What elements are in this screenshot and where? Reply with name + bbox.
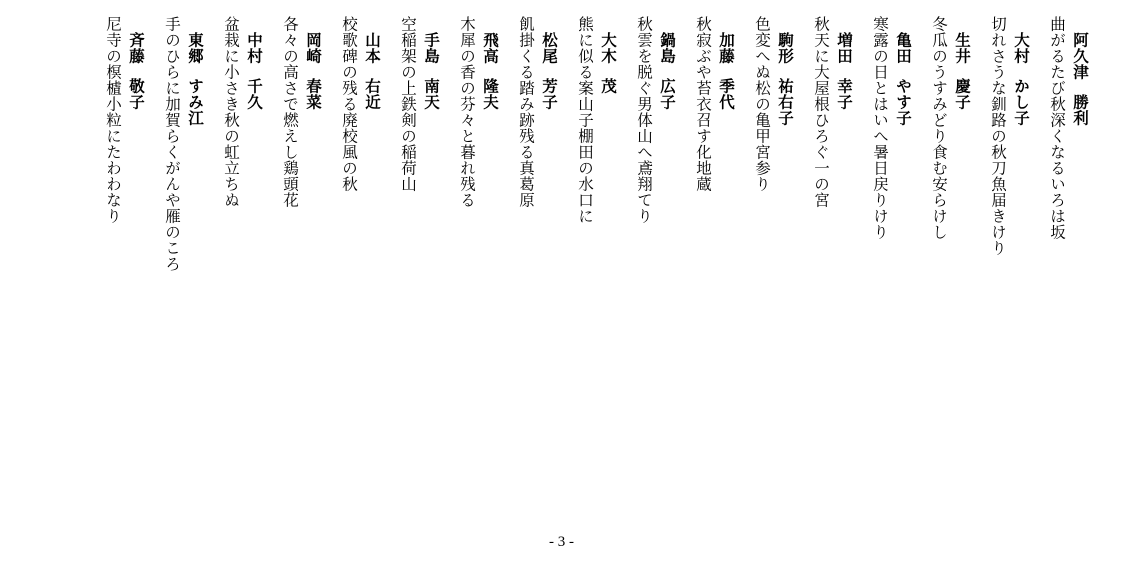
haiku-text: 冬瓜のうすみどり食む安らけし	[930, 16, 948, 240]
poet-name	[952, 16, 972, 516]
poet-given-name: 敬子	[127, 78, 146, 110]
haiku-entry	[280, 16, 323, 516]
poet-surname: 鍋島	[658, 32, 677, 64]
haiku-text: 秋天に大屋根ひろぐ一の宮	[812, 16, 830, 208]
haiku-text: 秋雲を脱ぐ男体山へ鳶翔てり	[635, 16, 653, 224]
haiku-entry	[398, 16, 441, 516]
poet-surname: 大木	[599, 32, 618, 64]
haiku-entry	[1047, 16, 1090, 516]
haiku-text: 木犀の香の芬々と暮れ残る	[458, 16, 476, 208]
poet-given-name: 芳子	[540, 78, 559, 110]
poet-surname: 松尾	[540, 32, 559, 64]
haiku-text: 盆栽に小さき秋の虹立ちぬ	[222, 16, 240, 208]
poet-given-name: かし子	[1012, 78, 1031, 126]
haiku-text: 色変へぬ松の亀甲宮参り	[753, 16, 771, 192]
poet-given-name: 茂	[599, 78, 618, 94]
haiku-entry	[752, 16, 795, 516]
haiku-entry	[103, 16, 146, 516]
poet-given-name: 祐右子	[776, 78, 795, 126]
poet-given-name: 隆夫	[481, 78, 500, 110]
poet-name	[716, 16, 736, 516]
poet-surname: 増田	[835, 32, 854, 64]
haiku-text: 飢掛くる踏み跡残る真葛原	[517, 16, 535, 208]
poet-name	[1070, 16, 1090, 516]
poet-surname: 飛高	[481, 32, 500, 64]
haiku-entry	[988, 16, 1031, 516]
page-number: - 3 -	[549, 534, 574, 550]
poet-given-name: 季代	[717, 78, 736, 110]
poet-given-name: 慶子	[953, 78, 972, 110]
poet-given-name: 勝利	[1071, 94, 1090, 126]
haiku-text: 熊に似る案山子棚田の水口に	[576, 16, 594, 224]
haiku-entry	[516, 16, 559, 516]
haiku-text: 秋寂ぶや苔衣召す化地蔵	[694, 16, 712, 192]
haiku-entry	[811, 16, 854, 516]
poet-surname: 山本	[363, 32, 382, 64]
poet-name	[657, 16, 677, 516]
haiku-entry	[457, 16, 500, 516]
poet-surname: 生井	[953, 32, 972, 64]
haiku-columns	[40, 16, 1090, 516]
poet-name	[893, 16, 913, 516]
poet-name	[362, 16, 382, 516]
poet-given-name: やす子	[894, 78, 913, 126]
poet-surname: 駒形	[776, 32, 795, 64]
poet-given-name: 右近	[363, 78, 382, 110]
poet-name	[126, 16, 146, 516]
poet-name	[185, 16, 205, 516]
poet-name	[244, 16, 264, 516]
poet-surname: 斉藤	[127, 32, 146, 64]
poet-name	[480, 16, 500, 516]
poet-surname: 加藤	[717, 32, 736, 64]
haiku-entry	[693, 16, 736, 516]
poet-surname: 中村	[245, 32, 264, 64]
haiku-entry	[870, 16, 913, 516]
haiku-entry	[575, 16, 618, 516]
haiku-text: 寒露の日とはいへ暑日戻りけり	[871, 16, 889, 240]
haiku-entry	[929, 16, 972, 516]
poet-name	[1011, 16, 1031, 516]
haiku-text: 校歌碑の残る廃校風の秋	[340, 16, 358, 192]
haiku-entry	[221, 16, 264, 516]
poet-name	[598, 16, 618, 516]
poet-given-name: 千久	[245, 78, 264, 110]
haiku-text: 尼寺の榠樝小粒にたわわなり	[104, 16, 122, 224]
haiku-text: 曲がるたび秋深くなるいろは坂	[1048, 16, 1066, 240]
poet-surname: 亀田	[894, 32, 913, 64]
poet-name	[775, 16, 795, 516]
poet-name	[303, 16, 323, 516]
haiku-text: 空稲架の上鉄剣の稲荷山	[399, 16, 417, 192]
haiku-entry	[339, 16, 382, 516]
poet-surname: 阿久津	[1071, 32, 1090, 80]
poet-surname: 手島	[422, 32, 441, 64]
poet-surname: 大村	[1012, 32, 1031, 64]
haiku-text: 切れさうな釧路の秋刀魚届きけり	[989, 16, 1007, 256]
poet-given-name: 南天	[422, 78, 441, 110]
poet-given-name: 広子	[658, 78, 677, 110]
poet-name	[834, 16, 854, 516]
haiku-text: 手のひらに加賀らくがんや雁のころ	[163, 16, 181, 272]
poet-given-name: すみ江	[186, 78, 205, 126]
poet-name	[539, 16, 559, 516]
poet-given-name: 幸子	[835, 78, 854, 110]
poet-surname: 東郷	[186, 32, 205, 64]
poet-given-name: 春菜	[304, 78, 323, 110]
poet-name	[421, 16, 441, 516]
haiku-entry	[634, 16, 677, 516]
haiku-entry	[162, 16, 205, 516]
poet-surname: 岡崎	[304, 32, 323, 64]
haiku-text: 各々の高さで燃えし鶏頭花	[281, 16, 299, 208]
